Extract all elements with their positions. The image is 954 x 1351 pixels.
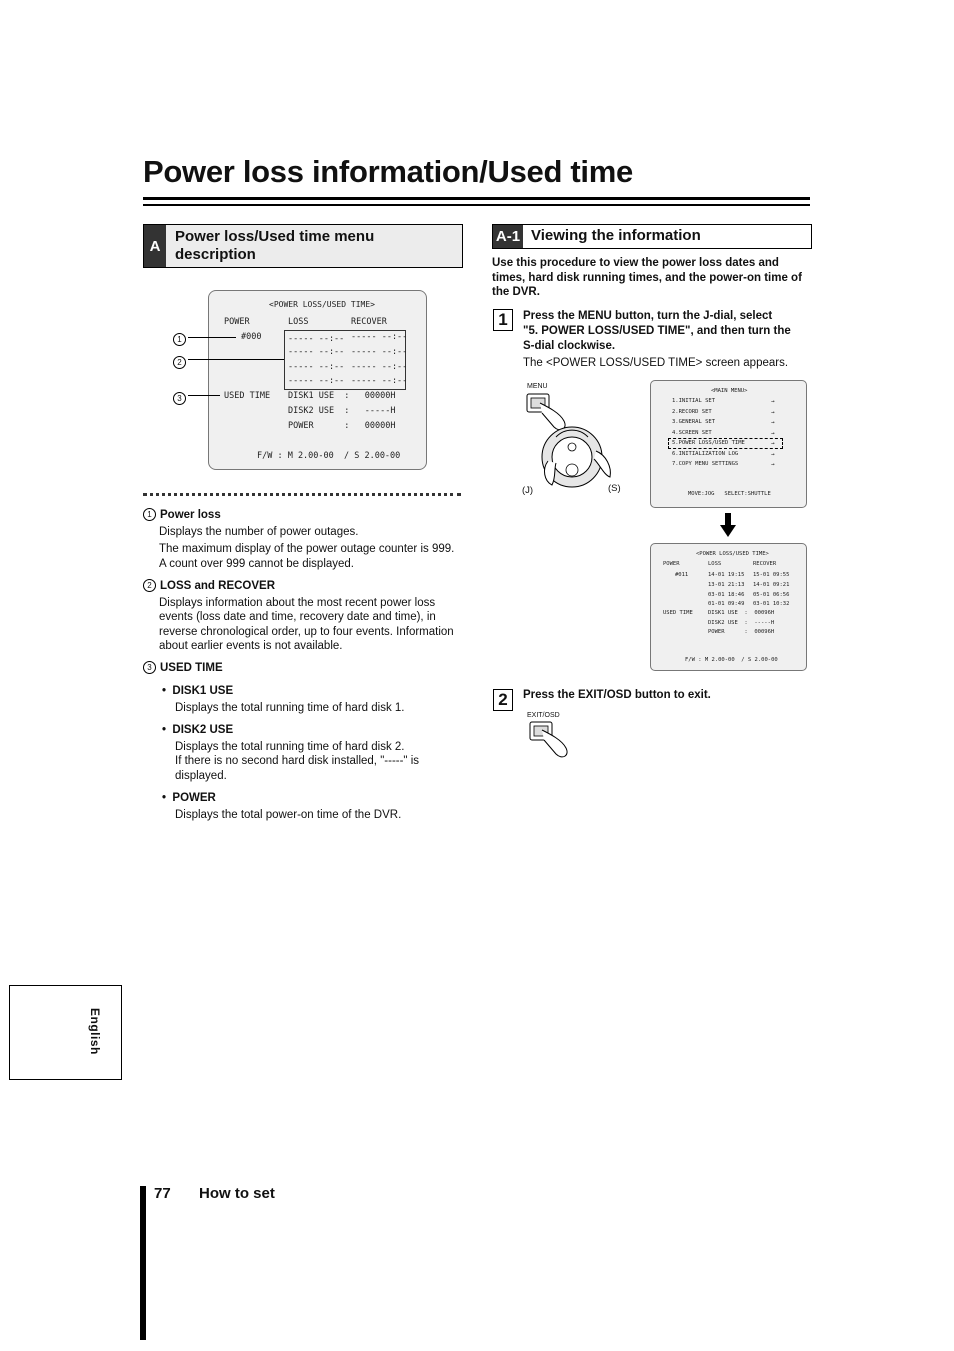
page-title: Power loss information/Used time	[143, 154, 633, 189]
main-menu-screen	[650, 380, 807, 508]
intro-line: the DVR.	[492, 286, 540, 298]
screen-power: POWER : 00000H	[288, 421, 396, 431]
step-2-number: 2	[493, 689, 513, 711]
screen-count: #000	[241, 332, 262, 342]
menu-button-label: MENU	[527, 383, 548, 390]
result-loss-row: 13-01 21:13	[708, 582, 745, 588]
main-menu-arrow: →	[771, 409, 775, 416]
bullet-disk2-line: displayed.	[175, 770, 227, 782]
main-menu-item: 4.SCREEN SET	[672, 430, 712, 436]
section-a-header	[143, 224, 463, 268]
step-1-line: S-dial clockwise.	[523, 340, 616, 352]
loss-row: ----- --:--	[288, 376, 345, 386]
step-1-number: 1	[493, 309, 513, 331]
result-recover-row: 03-01 10:32	[753, 601, 790, 607]
screen-disk1: DISK1 USE : 00000H	[288, 391, 396, 401]
press-hand-icon	[528, 720, 574, 760]
result-recover-row: 14-01 09:21	[753, 582, 790, 588]
result-screen	[650, 543, 807, 671]
result-power: POWER : 00096H	[708, 629, 775, 635]
result-col-recover: RECOVER	[753, 561, 777, 567]
screen-header: <POWER LOSS/USED TIME>	[269, 300, 375, 309]
language-tab	[9, 985, 122, 1080]
result-col-power: POWER	[663, 561, 680, 567]
step-1-note: The <POWER LOSS/USED TIME> screen appears.	[523, 357, 789, 369]
loss-row: ----- --:--	[288, 347, 345, 357]
main-menu-arrow: →	[771, 419, 775, 426]
main-menu-arrow: →	[771, 430, 775, 437]
result-recover-row: 15-01 09:55	[753, 572, 790, 578]
item-2-line: events (loss date and time, recovery date and time), in	[159, 611, 436, 623]
dial-j-label: (J)	[522, 485, 534, 496]
screen-col-power: POWER	[224, 317, 250, 327]
dotted-divider	[143, 493, 461, 496]
bullet-disk1-title: • DISK1 USE	[162, 685, 234, 697]
callout-1: 1	[173, 330, 190, 348]
screen-col-loss: LOSS	[288, 317, 309, 327]
item-2-line: Displays information about the most recent power loss	[159, 597, 436, 609]
recover-row: ----- --:--	[351, 362, 408, 372]
loss-row: ----- --:--	[288, 362, 345, 372]
loss-row: ----- --:--	[288, 334, 345, 344]
result-header: <POWER LOSS/USED TIME>	[696, 551, 769, 557]
item-1-heading: 1 Power loss	[143, 508, 221, 523]
footer-bar	[140, 1186, 146, 1340]
result-loss-row: 14-01 19:15	[708, 572, 745, 578]
recover-row: ----- --:--	[351, 347, 408, 357]
main-menu-arrow: →	[771, 440, 775, 447]
step-1-line: Press the MENU button, turn the J-dial, select	[523, 310, 773, 322]
item-2-heading: 2 LOSS and RECOVER	[143, 579, 275, 594]
result-disk1: DISK1 USE : 00096H	[708, 610, 775, 616]
down-arrow-icon	[720, 513, 736, 537]
bullet-disk2-title: • DISK2 USE	[162, 724, 234, 736]
main-menu-item-selected: 5.POWER LOSS/USED TIME	[672, 440, 745, 446]
screen-used-time: USED TIME	[224, 391, 271, 401]
bullet-power-title: • POWER	[162, 792, 216, 804]
main-menu-item: 7.COPY MENU SETTINGS	[672, 461, 739, 467]
screen-disk2: DISK2 USE : -----H	[288, 406, 396, 416]
result-col-loss: LOSS	[708, 561, 722, 567]
footer-section-title: How to set	[199, 1185, 275, 1202]
section-a1-title: Viewing the information	[531, 227, 701, 244]
callout-2-line	[188, 359, 284, 360]
result-firmware: F/W : M 2.00-00 / S 2.00-00	[685, 657, 778, 663]
item-2-line: reverse chronological order, up to four events. Information	[159, 626, 454, 638]
intro-line: Use this procedure to view the power loss dates and	[492, 257, 779, 269]
result-recover-row: 05-01 06:56	[753, 592, 790, 598]
main-menu-footer: MOVE:JOG SELECT:SHUTTLE	[688, 491, 771, 497]
recover-row: ----- --:--	[351, 332, 408, 342]
main-menu-arrow: →	[771, 461, 775, 468]
intro-line: times, hard disk running times, and the power-on time of	[492, 272, 802, 284]
section-a-tag: A	[144, 225, 166, 267]
main-menu-arrow: →	[771, 451, 775, 458]
result-used-time: USED TIME	[663, 610, 693, 616]
item-1-line: A count over 999 cannot be displayed.	[159, 558, 355, 570]
exit-osd-button-illustration	[528, 720, 574, 760]
item-1-line: Displays the number of power outages.	[159, 526, 359, 538]
recover-row: ----- --:--	[351, 376, 408, 386]
result-loss-row: 03-01 18:46	[708, 592, 745, 598]
result-loss-row: 01-01 09:49	[708, 601, 745, 607]
main-menu-header: <MAIN MENU>	[711, 388, 748, 394]
title-rule	[143, 197, 810, 200]
main-menu-item: 2.RECORD SET	[672, 409, 712, 415]
main-menu-item: 6.INITIALIZATION LOG	[672, 451, 739, 457]
bullet-disk2-line: Displays the total running time of hard disk 2.	[175, 741, 405, 753]
exit-button-label: EXIT/OSD	[527, 712, 560, 719]
item-2-line: about earlier events is not available.	[159, 640, 343, 652]
item-1-line: The maximum display of the power outage counter is 999.	[159, 543, 455, 555]
page-number: 77	[154, 1185, 171, 1202]
dial-s-label: (S)	[608, 483, 621, 494]
result-count: #011	[675, 572, 689, 578]
bullet-disk2-line: If there is no second hard disk installed, "-----" is	[175, 755, 420, 767]
section-a-title-line2: description	[175, 246, 256, 263]
callout-3-line	[188, 395, 220, 396]
result-disk2: DISK2 USE : -----H	[708, 620, 775, 626]
main-menu-arrow: →	[771, 398, 775, 405]
main-menu-item: 3.GENERAL SET	[672, 419, 716, 425]
section-a-title-line1: Power loss/Used time menu	[175, 228, 375, 245]
screen-col-recover: RECOVER	[351, 317, 387, 327]
main-menu-item: 1.INITIAL SET	[672, 398, 716, 404]
callout-2: 2	[173, 353, 190, 371]
language-tab-label: English	[88, 1008, 102, 1055]
section-a1-header	[492, 224, 812, 249]
callout-1-line	[188, 337, 236, 338]
step-2-text: Press the EXIT/OSD button to exit.	[523, 689, 711, 701]
step-1-line: "5. POWER LOSS/USED TIME", and then turn the	[523, 325, 791, 337]
power-loss-screen-diagram	[208, 290, 427, 470]
title-rule-thin	[143, 204, 810, 206]
callout-3: 3	[173, 389, 190, 407]
screen-firmware: F/W : M 2.00-00 / S 2.00-00	[257, 451, 401, 461]
bullet-power-line: Displays the total power-on time of the DVR.	[175, 809, 402, 821]
item-3-heading: 3 USED TIME	[143, 661, 223, 676]
section-a1-tag: A-1	[493, 225, 523, 248]
bullet-disk1-line: Displays the total running time of hard disk 1.	[175, 702, 405, 714]
